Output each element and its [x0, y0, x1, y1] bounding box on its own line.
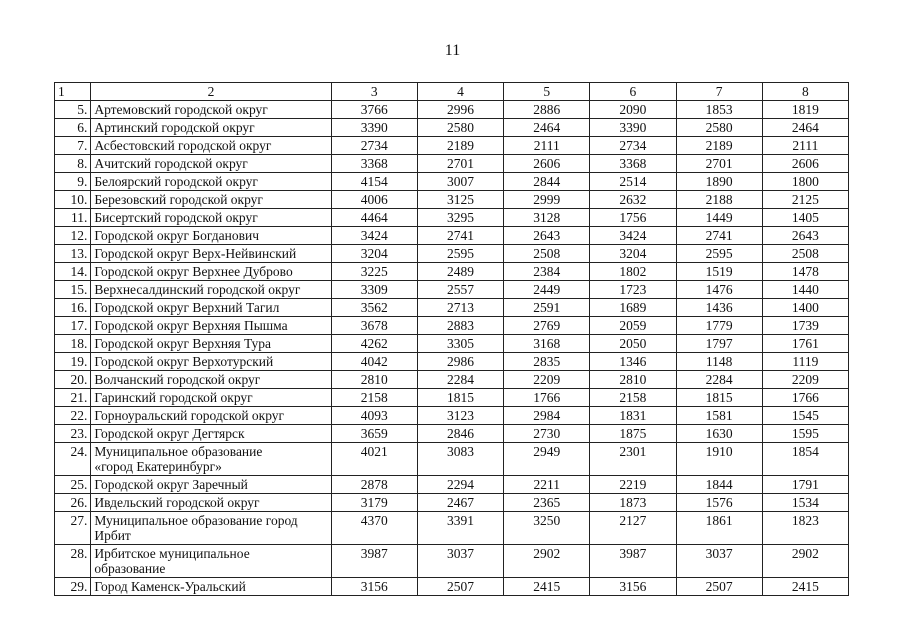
table-row: [55, 317, 849, 335]
row-number-cell: 13.: [55, 245, 91, 263]
municipality-name-line: Муниципальное образование: [94, 444, 263, 459]
value-cell: 1815: [676, 389, 762, 407]
value-cell: 2878: [331, 476, 417, 494]
value-cell: 3391: [417, 512, 503, 545]
table-row: [55, 371, 849, 389]
value-cell: 1766: [762, 389, 848, 407]
value-cell: 2595: [676, 245, 762, 263]
table-row: [55, 263, 849, 281]
value-cell: 1400: [762, 299, 848, 317]
municipality-name-cell: Белоярский городской округ: [91, 173, 331, 191]
header-cell: 5: [504, 83, 590, 101]
municipality-name-line: «город Екатеринбург»: [94, 459, 222, 474]
value-cell: 2632: [590, 191, 676, 209]
value-cell: 3156: [590, 578, 676, 596]
value-cell: 1797: [676, 335, 762, 353]
value-cell: 2730: [504, 425, 590, 443]
row-number-cell: 25.: [55, 476, 91, 494]
value-cell: 3987: [331, 545, 417, 578]
row-number-cell: 26.: [55, 494, 91, 512]
value-cell: 2209: [762, 371, 848, 389]
value-cell: 1478: [762, 263, 848, 281]
value-cell: 2741: [417, 227, 503, 245]
table-row: [55, 407, 849, 425]
value-cell: 1831: [590, 407, 676, 425]
value-cell: 2059: [590, 317, 676, 335]
municipality-name-cell: Березовский городской округ: [91, 191, 331, 209]
value-cell: 2810: [590, 371, 676, 389]
value-cell: 2999: [504, 191, 590, 209]
municipality-name-cell: Верхнесалдинский городской округ: [91, 281, 331, 299]
value-cell: 1148: [676, 353, 762, 371]
value-cell: 1766: [504, 389, 590, 407]
value-cell: 4006: [331, 191, 417, 209]
municipality-name-cell: Городской округ Дегтярск: [91, 425, 331, 443]
value-cell: 1534: [762, 494, 848, 512]
value-cell: 2734: [590, 137, 676, 155]
value-cell: 1405: [762, 209, 848, 227]
value-cell: 2734: [331, 137, 417, 155]
value-cell: 2591: [504, 299, 590, 317]
value-cell: 1436: [676, 299, 762, 317]
value-cell: 1873: [590, 494, 676, 512]
value-cell: 1440: [762, 281, 848, 299]
value-cell: 2643: [504, 227, 590, 245]
value-cell: 2211: [504, 476, 590, 494]
table-row: [55, 299, 849, 317]
header-cell: 3: [331, 83, 417, 101]
value-cell: 2844: [504, 173, 590, 191]
value-cell: 3037: [417, 545, 503, 578]
municipality-name-cell: Ивдельский городской округ: [91, 494, 331, 512]
municipality-name-cell: Горноуральский городской округ: [91, 407, 331, 425]
municipality-name-line: Муниципальное образование город: [94, 513, 298, 528]
value-cell: 2209: [504, 371, 590, 389]
value-cell: 2580: [417, 119, 503, 137]
row-number-cell: 29.: [55, 578, 91, 596]
table-row: [55, 476, 849, 494]
value-cell: 2514: [590, 173, 676, 191]
municipality-name-cell: Городской округ Верхний Тагил: [91, 299, 331, 317]
value-cell: 1476: [676, 281, 762, 299]
value-cell: 3007: [417, 173, 503, 191]
value-cell: 1861: [676, 512, 762, 545]
value-cell: 2294: [417, 476, 503, 494]
value-cell: 2090: [590, 101, 676, 119]
table-row: [55, 425, 849, 443]
row-number-cell: 9.: [55, 173, 91, 191]
value-cell: 2301: [590, 443, 676, 476]
value-cell: 3678: [331, 317, 417, 335]
value-cell: 3156: [331, 578, 417, 596]
value-cell: 4042: [331, 353, 417, 371]
value-cell: 3123: [417, 407, 503, 425]
value-cell: 2984: [504, 407, 590, 425]
value-cell: 1875: [590, 425, 676, 443]
value-cell: 2835: [504, 353, 590, 371]
value-cell: 3168: [504, 335, 590, 353]
municipality-name-cell: Артинский городской округ: [91, 119, 331, 137]
value-cell: 1854: [762, 443, 848, 476]
value-cell: 2996: [417, 101, 503, 119]
table-row: [55, 245, 849, 263]
value-cell: 2701: [417, 155, 503, 173]
value-cell: 4093: [331, 407, 417, 425]
value-cell: 2713: [417, 299, 503, 317]
value-cell: 3083: [417, 443, 503, 476]
value-cell: 2557: [417, 281, 503, 299]
value-cell: 2467: [417, 494, 503, 512]
value-cell: 4370: [331, 512, 417, 545]
row-number-cell: 21.: [55, 389, 91, 407]
value-cell: 1910: [676, 443, 762, 476]
value-cell: 1853: [676, 101, 762, 119]
value-cell: 2643: [762, 227, 848, 245]
table-row: [55, 191, 849, 209]
value-cell: 1823: [762, 512, 848, 545]
value-cell: 3368: [331, 155, 417, 173]
value-cell: 2449: [504, 281, 590, 299]
table-row: [55, 281, 849, 299]
value-cell: 2902: [762, 545, 848, 578]
municipality-name-cell: Городской округ Заречный: [91, 476, 331, 494]
value-cell: 2886: [504, 101, 590, 119]
table-row: [55, 335, 849, 353]
municipality-name-cell: Город Каменск-Уральский: [91, 578, 331, 596]
value-cell: 2284: [676, 371, 762, 389]
value-cell: 3424: [331, 227, 417, 245]
row-number-cell: 18.: [55, 335, 91, 353]
header-cell: 4: [417, 83, 503, 101]
value-cell: 1791: [762, 476, 848, 494]
row-number-cell: 11.: [55, 209, 91, 227]
value-cell: 3659: [331, 425, 417, 443]
row-number-cell: 8.: [55, 155, 91, 173]
value-cell: 2125: [762, 191, 848, 209]
row-number-cell: 22.: [55, 407, 91, 425]
row-number-cell: 24.: [55, 443, 91, 476]
value-cell: 3125: [417, 191, 503, 209]
value-cell: 2050: [590, 335, 676, 353]
value-cell: 2219: [590, 476, 676, 494]
municipality-name-cell: [91, 443, 331, 476]
municipality-name-cell: Гаринский городской округ: [91, 389, 331, 407]
value-cell: 1689: [590, 299, 676, 317]
value-cell: 2508: [762, 245, 848, 263]
table-row: [55, 545, 849, 578]
municipality-name-cell: Городской округ Верхотурский: [91, 353, 331, 371]
value-cell: 1779: [676, 317, 762, 335]
table-header-row: [55, 83, 849, 101]
value-cell: 3305: [417, 335, 503, 353]
row-number-cell: 16.: [55, 299, 91, 317]
value-cell: 4464: [331, 209, 417, 227]
row-number-cell: 12.: [55, 227, 91, 245]
table-row: [55, 512, 849, 545]
value-cell: 1581: [676, 407, 762, 425]
value-cell: 2883: [417, 317, 503, 335]
municipality-name-line: Ирбитское муниципальное: [94, 546, 250, 561]
value-cell: 3987: [590, 545, 676, 578]
row-number-cell: 28.: [55, 545, 91, 578]
value-cell: 3309: [331, 281, 417, 299]
value-cell: 2949: [504, 443, 590, 476]
municipality-name-cell: [91, 545, 331, 578]
value-cell: 2701: [676, 155, 762, 173]
value-cell: 2158: [331, 389, 417, 407]
table-row: [55, 137, 849, 155]
value-cell: 2188: [676, 191, 762, 209]
page-number: 11: [444, 42, 461, 59]
value-cell: 3179: [331, 494, 417, 512]
value-cell: 3390: [331, 119, 417, 137]
table-row: [55, 209, 849, 227]
value-cell: 2508: [504, 245, 590, 263]
row-number-cell: 14.: [55, 263, 91, 281]
header-cell: 2: [91, 83, 331, 101]
value-cell: 2580: [676, 119, 762, 137]
table-row: [55, 173, 849, 191]
municipality-name-cell: Ачитский городской округ: [91, 155, 331, 173]
row-number-cell: 5.: [55, 101, 91, 119]
table-row: [55, 119, 849, 137]
municipality-name-cell: Волчанский городской округ: [91, 371, 331, 389]
value-cell: 2415: [762, 578, 848, 596]
value-cell: 2902: [504, 545, 590, 578]
value-cell: 2127: [590, 512, 676, 545]
municipality-name-cell: [91, 512, 331, 545]
table-row: [55, 155, 849, 173]
table-row: [55, 353, 849, 371]
value-cell: 2507: [676, 578, 762, 596]
value-cell: 2606: [762, 155, 848, 173]
value-cell: 2489: [417, 263, 503, 281]
table-row: [55, 578, 849, 596]
value-cell: 1576: [676, 494, 762, 512]
municipality-name-cell: Городской округ Верхняя Тура: [91, 335, 331, 353]
table-row: [55, 389, 849, 407]
value-cell: 1739: [762, 317, 848, 335]
value-cell: 3128: [504, 209, 590, 227]
value-cell: 4262: [331, 335, 417, 353]
municipality-name-cell: Асбестовский городской округ: [91, 137, 331, 155]
municipality-name-cell: Артемовский городской округ: [91, 101, 331, 119]
row-number-cell: 17.: [55, 317, 91, 335]
value-cell: 2606: [504, 155, 590, 173]
row-number-cell: 10.: [55, 191, 91, 209]
value-cell: 3562: [331, 299, 417, 317]
value-cell: 2846: [417, 425, 503, 443]
value-cell: 2111: [504, 137, 590, 155]
value-cell: 2415: [504, 578, 590, 596]
value-cell: 2384: [504, 263, 590, 281]
municipality-name-cell: Городской округ Верхнее Дуброво: [91, 263, 331, 281]
value-cell: 1545: [762, 407, 848, 425]
row-number-cell: 27.: [55, 512, 91, 545]
value-cell: 3204: [590, 245, 676, 263]
municipality-name-line: образование: [94, 561, 166, 576]
value-cell: 2507: [417, 578, 503, 596]
value-cell: 3037: [676, 545, 762, 578]
value-cell: 2158: [590, 389, 676, 407]
value-cell: 1756: [590, 209, 676, 227]
value-cell: 3368: [590, 155, 676, 173]
row-number-cell: 20.: [55, 371, 91, 389]
value-cell: 3390: [590, 119, 676, 137]
value-cell: 2595: [417, 245, 503, 263]
table-body: [55, 83, 849, 596]
value-cell: 1844: [676, 476, 762, 494]
header-cell: 1: [55, 83, 91, 101]
municipality-name-cell: Бисертский городской округ: [91, 209, 331, 227]
value-cell: 1890: [676, 173, 762, 191]
value-cell: 2741: [676, 227, 762, 245]
municipality-name-cell: Городской округ Богданович: [91, 227, 331, 245]
municipality-name-cell: Городской округ Верхняя Пышма: [91, 317, 331, 335]
value-cell: 1761: [762, 335, 848, 353]
table-row: [55, 494, 849, 512]
value-cell: 3295: [417, 209, 503, 227]
value-cell: 1449: [676, 209, 762, 227]
value-cell: 3766: [331, 101, 417, 119]
header-cell: 6: [590, 83, 676, 101]
row-number-cell: 15.: [55, 281, 91, 299]
value-cell: 2986: [417, 353, 503, 371]
value-cell: 2769: [504, 317, 590, 335]
value-cell: 1723: [590, 281, 676, 299]
row-number-cell: 23.: [55, 425, 91, 443]
municipality-name-cell: Городской округ Верх-Нейвинский: [91, 245, 331, 263]
value-cell: 3204: [331, 245, 417, 263]
value-cell: 2464: [504, 119, 590, 137]
value-cell: 2111: [762, 137, 848, 155]
value-cell: 4154: [331, 173, 417, 191]
value-cell: 3424: [590, 227, 676, 245]
value-cell: 1119: [762, 353, 848, 371]
value-cell: 1595: [762, 425, 848, 443]
header-cell: 8: [762, 83, 848, 101]
table-row: [55, 443, 849, 476]
value-cell: 2365: [504, 494, 590, 512]
value-cell: 1346: [590, 353, 676, 371]
value-cell: 1819: [762, 101, 848, 119]
row-number-cell: 19.: [55, 353, 91, 371]
row-number-cell: 6.: [55, 119, 91, 137]
table-row: [55, 227, 849, 245]
value-cell: 2189: [417, 137, 503, 155]
header-cell: 7: [676, 83, 762, 101]
value-cell: 1802: [590, 263, 676, 281]
value-cell: 2189: [676, 137, 762, 155]
value-cell: 2464: [762, 119, 848, 137]
value-cell: 3250: [504, 512, 590, 545]
value-cell: 2810: [331, 371, 417, 389]
value-cell: 1519: [676, 263, 762, 281]
value-cell: 3225: [331, 263, 417, 281]
municipality-name-line: Ирбит: [94, 528, 131, 543]
value-cell: 1800: [762, 173, 848, 191]
data-table: [54, 82, 849, 596]
value-cell: 4021: [331, 443, 417, 476]
value-cell: 2284: [417, 371, 503, 389]
table-row: [55, 101, 849, 119]
row-number-cell: 7.: [55, 137, 91, 155]
value-cell: 1630: [676, 425, 762, 443]
value-cell: 1815: [417, 389, 503, 407]
